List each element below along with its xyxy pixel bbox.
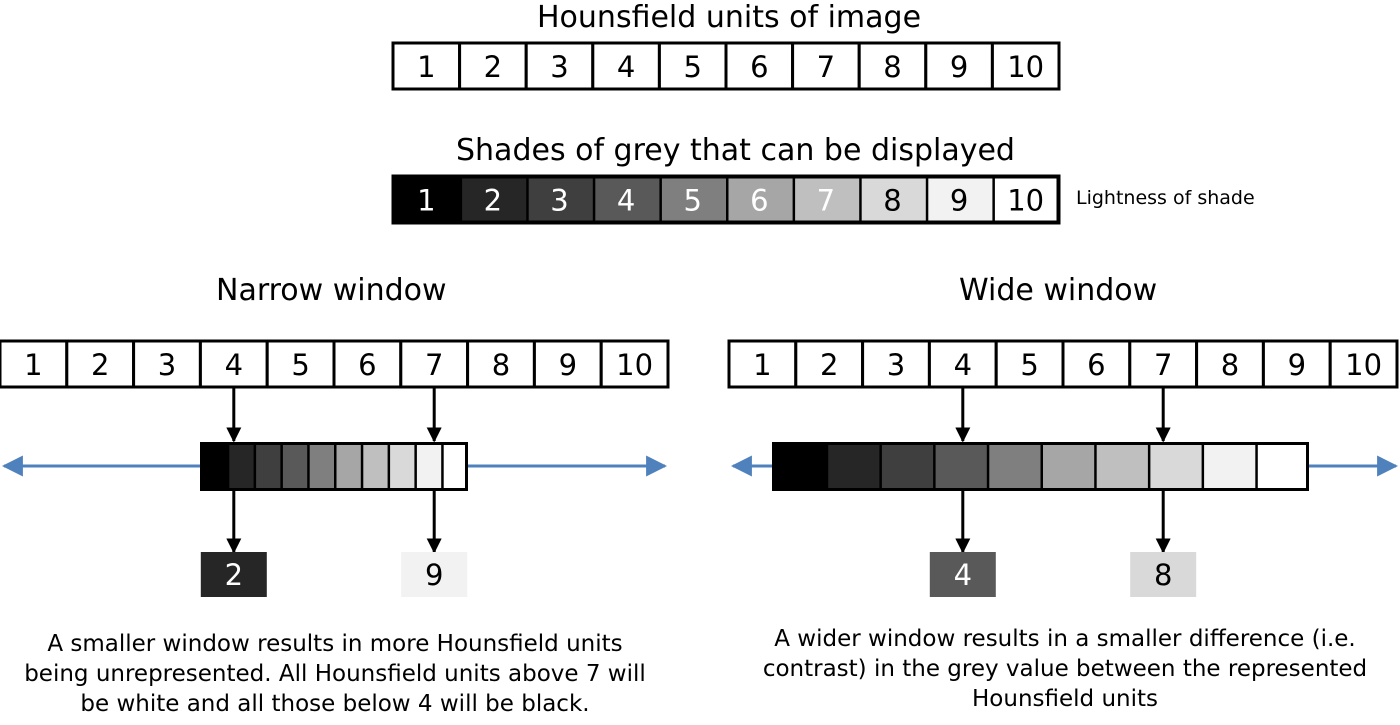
narrow-window-caption: A smaller window results in more Hounsfield units being unrepresented. All Hounsfield units above 7 will be white and all those below 4 will be black. <box>24 631 646 717</box>
shade-cell-label: 7 <box>816 183 836 218</box>
narrow-hu-cell-label: 2 <box>90 348 110 382</box>
shade-cell-label: 3 <box>550 183 569 218</box>
wide-grey-bar-cell <box>1097 445 1148 488</box>
wide-window-caption: A wider window results in a smaller difference (i.e. contrast) in the grey value between the represented Hounsfield units <box>762 626 1368 712</box>
wide-grey-bar-cell <box>1043 445 1094 488</box>
hu-cell-label: 5 <box>683 50 702 84</box>
shade-cell-label: 2 <box>483 183 503 218</box>
hu-cell-label: 8 <box>883 50 902 84</box>
narrow-grey-bar-cell <box>229 445 253 488</box>
narrow-result-label: 9 <box>424 558 444 592</box>
narrow-grey-bar-cell <box>363 445 387 488</box>
narrow-hu-cell-label: 9 <box>558 348 578 382</box>
hu-cell-label: 9 <box>949 50 969 84</box>
wide-hu-cell-label: 6 <box>1087 348 1106 382</box>
wide-hu-cell-label: 1 <box>753 348 772 382</box>
hu-cell-label: 2 <box>483 50 503 84</box>
shade-cell-label: 10 <box>1007 183 1045 218</box>
wide-result-label: 8 <box>1153 558 1173 592</box>
narrow-hu-cell-label: 1 <box>24 348 43 382</box>
hu-cell-label: 3 <box>550 50 569 84</box>
hu-cell-label: 1 <box>417 50 436 84</box>
narrow-grey-bar-cell <box>390 445 414 488</box>
narrow-grey-bar-cell <box>337 445 361 488</box>
shade-cell-label: 9 <box>949 183 969 218</box>
narrow-result-label: 2 <box>224 558 244 592</box>
wide-grey-bar-cell <box>772 445 826 488</box>
wide-result-label: 4 <box>953 558 973 592</box>
shade-cell-label: 8 <box>883 183 902 218</box>
wide-hu-cell-label: 3 <box>886 348 906 382</box>
hu-cell-label: 10 <box>1007 50 1045 84</box>
wide-hu-cell-label: 10 <box>1345 348 1383 382</box>
wide-hu-cell-label: 8 <box>1220 348 1240 382</box>
narrow-grey-bar-cell <box>310 445 334 488</box>
hu-cell-label: 4 <box>616 50 636 84</box>
wide-grey-bar-cell <box>1258 445 1306 488</box>
hu-cell-label: 7 <box>816 50 836 84</box>
narrow-window-title: Narrow window <box>216 273 447 308</box>
shade-cell-label: 1 <box>417 183 436 218</box>
wide-hu-cell-label: 4 <box>953 348 973 382</box>
wide-grey-bar-cell <box>936 445 987 488</box>
narrow-hu-cell-label: 5 <box>291 348 310 382</box>
narrow-grey-bar-cell <box>444 445 465 488</box>
wide-hu-cell-label: 2 <box>819 348 839 382</box>
narrow-hu-cell-label: 8 <box>491 348 511 382</box>
wide-grey-bar-cell <box>989 445 1040 488</box>
narrow-grey-bar-cell <box>256 445 280 488</box>
narrow-grey-bar-cell <box>417 445 441 488</box>
wide-grey-bar-cell <box>882 445 933 488</box>
wide-hu-cell-label: 9 <box>1287 348 1307 382</box>
narrow-hu-cell-label: 7 <box>424 348 444 382</box>
wide-grey-bar-cell <box>828 445 879 488</box>
shade-cell-label: 4 <box>616 183 636 218</box>
lightness-label: Lightness of shade <box>1076 187 1255 209</box>
wide-hu-cell-label: 7 <box>1153 348 1173 382</box>
shades-title: Shades of grey that can be displayed <box>456 133 1015 168</box>
narrow-grey-bar-cell <box>283 445 307 488</box>
narrow-hu-cell-label: 6 <box>358 348 377 382</box>
wide-grey-bar-cell <box>1150 445 1201 488</box>
hu-cell-label: 6 <box>750 50 769 84</box>
wide-hu-cell-label: 5 <box>1020 348 1039 382</box>
wide-grey-bar-cell <box>1204 445 1255 488</box>
wide-window-title: Wide window <box>959 273 1158 308</box>
narrow-hu-cell-label: 4 <box>224 348 244 382</box>
narrow-hu-cell-label: 10 <box>616 348 654 382</box>
shade-cell-label: 6 <box>750 183 769 218</box>
hounsfield-units-title: Hounsfield units of image <box>537 0 922 35</box>
narrow-grey-bar-cell <box>200 445 227 488</box>
narrow-hu-cell-label: 3 <box>157 348 177 382</box>
shade-cell-label: 5 <box>683 183 702 218</box>
